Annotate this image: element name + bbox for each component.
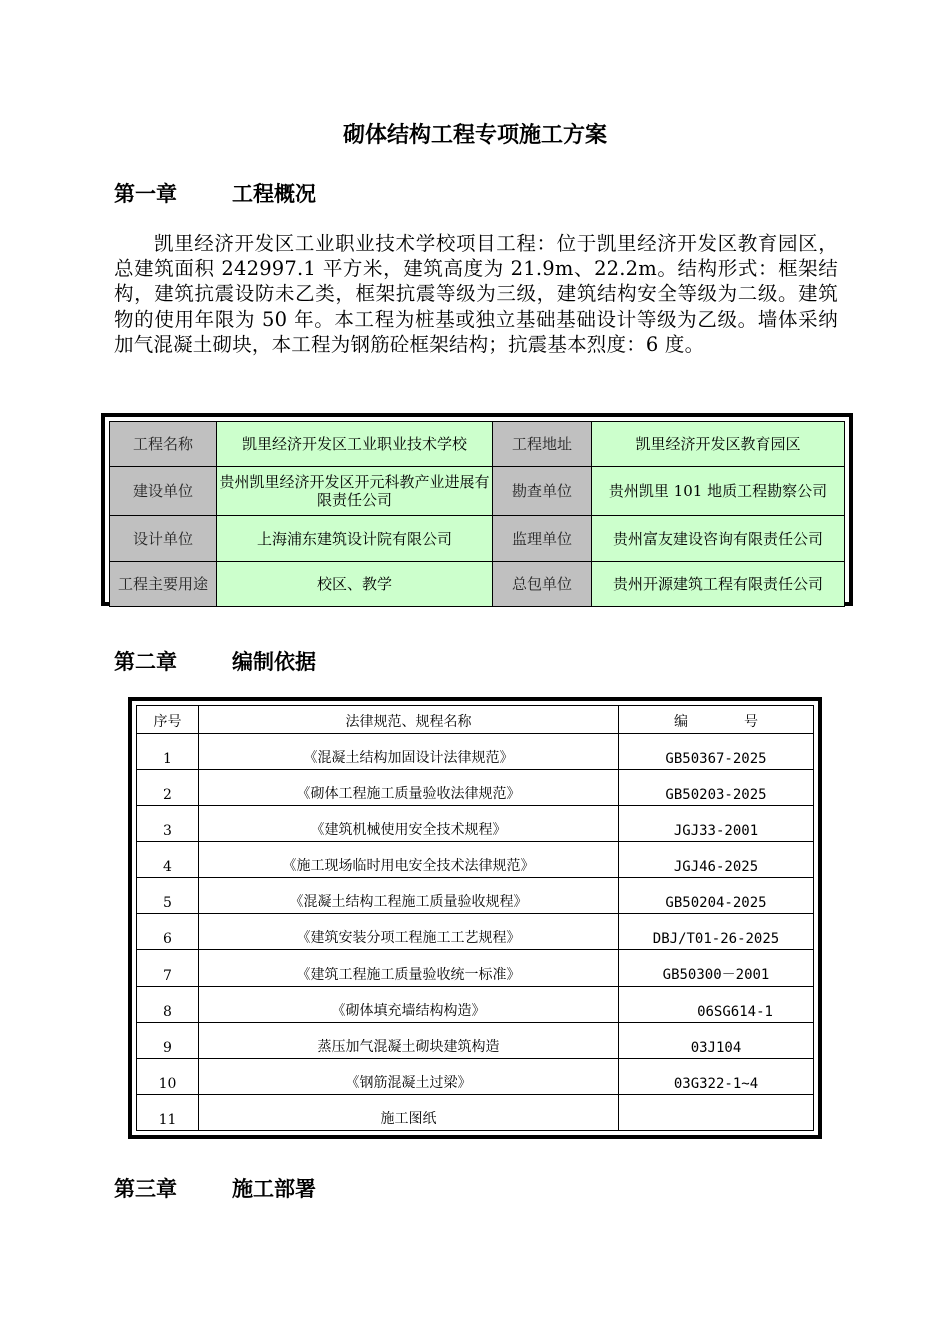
row-code: JGJ46-2025 (619, 842, 814, 878)
chapter-name: 施工部署 (232, 1177, 316, 1201)
chapter-1-heading (114, 178, 316, 208)
row-no: 4 (137, 842, 199, 878)
info-label: 总包单位 (493, 562, 592, 607)
row-code: DBJ/T01-26-2025 (619, 914, 814, 950)
standards-row (137, 914, 814, 950)
standards-row (137, 770, 814, 806)
chapter-name: 工程概况 (232, 182, 316, 206)
chapter-number: 第一章 (114, 182, 177, 206)
info-value: 贵州开源建筑工程有限责任公司 (592, 562, 845, 607)
info-label: 工程主要用途 (110, 562, 217, 607)
standards-row (137, 1022, 814, 1058)
row-name: 《钢筋混凝土过梁》 (199, 1058, 619, 1094)
row-code: 03G322-1~4 (619, 1058, 814, 1094)
info-value: 凯里经济开发区教育园区 (592, 422, 845, 467)
standards-table (128, 697, 822, 1139)
header-no: 序号 (137, 706, 199, 734)
row-code: GB50367-2025 (619, 734, 814, 770)
document-title: 砌体结构工程专项施工方案 (342, 123, 607, 148)
header-code: 编 号 (619, 706, 814, 734)
row-no: 9 (137, 1022, 199, 1058)
chapter-name: 编制依据 (232, 650, 316, 674)
row-no: 3 (137, 806, 199, 842)
row-code: GB50203-2025 (619, 770, 814, 806)
row-name: 《建筑工程施工质量验收统一标准》 (199, 950, 619, 986)
header-name: 法律规范、规程名称 (199, 706, 619, 734)
row-no: 8 (137, 986, 199, 1022)
row-no: 6 (137, 914, 199, 950)
standards-row (137, 806, 814, 842)
info-value: 贵州富友建设咨询有限责任公司 (592, 516, 845, 562)
project-info-table (101, 413, 853, 606)
info-value: 凯里经济开发区工业职业技术学校 (217, 422, 493, 467)
standards-row (137, 1094, 814, 1130)
row-name: 《混凝土结构工程施工质量验收规程》 (199, 878, 619, 914)
info-row (110, 516, 845, 562)
standards-row (137, 878, 814, 914)
info-label: 工程名称 (110, 422, 217, 467)
row-no: 11 (137, 1094, 199, 1130)
row-name: 《混凝土结构加固设计法律规范》 (199, 734, 619, 770)
standards-row (137, 842, 814, 878)
row-no: 5 (137, 878, 199, 914)
info-value: 贵州凯里 101 地质工程勘察公司 (592, 467, 845, 516)
standards-row (137, 1058, 814, 1094)
standards-row (137, 986, 814, 1022)
chapter-number: 第三章 (114, 1177, 177, 1201)
row-name: 《砌体工程施工质量验收法律规范》 (199, 770, 619, 806)
row-no: 1 (137, 734, 199, 770)
info-row (110, 562, 845, 607)
row-no: 2 (137, 770, 199, 806)
info-label: 监理单位 (493, 516, 592, 562)
info-row (110, 422, 845, 467)
row-name: 施工图纸 (199, 1094, 619, 1130)
chapter-2-heading (114, 646, 316, 676)
overview-paragraph: 凯里经济开发区工业职业技术学校项目工程：位于凯里经济开发区教育园区，总建筑面积 242997.1 平方米，建筑高度为 21.9m、22.2m。结构形式：框架结构，建筑抗震设防未乙类，框架抗震等级为三级，建筑结构安全等级为二级。建筑物的使用年限为 50 年。本工程为桩基或独立基础基础设计等级为乙级。墙体采纳加气混凝土砌块，本工程为钢筋砼框架结构；抗震基本烈度：6 度。 (114, 232, 838, 356)
row-code: 06SG614-1 (619, 986, 814, 1022)
standards-row (137, 950, 814, 986)
row-no: 7 (137, 950, 199, 986)
info-value: 上海浦东建筑设计院有限公司 (217, 516, 493, 562)
chapter-3-heading (114, 1173, 316, 1203)
info-value: 贵州凯里经济开发区开元科教产业进展有限责任公司 (217, 467, 493, 516)
row-code: JGJ33-2001 (619, 806, 814, 842)
standards-header-row (137, 706, 814, 734)
standards-row (137, 734, 814, 770)
row-name: 《施工现场临时用电安全技术法律规范》 (199, 842, 619, 878)
chapter-number: 第二章 (114, 650, 177, 674)
row-name: 《砌体填充墙结构构造》 (199, 986, 619, 1022)
row-code: 03J104 (619, 1022, 814, 1058)
row-no: 10 (137, 1058, 199, 1094)
row-name: 《建筑机械使用安全技术规程》 (199, 806, 619, 842)
info-row (110, 467, 845, 516)
row-name: 蒸压加气混凝土砌块建筑构造 (199, 1022, 619, 1058)
row-code (619, 1094, 814, 1130)
row-code: GB50300－2001 (619, 950, 814, 986)
info-label: 设计单位 (110, 516, 217, 562)
row-code: GB50204-2025 (619, 878, 814, 914)
info-label: 勘查单位 (493, 467, 592, 516)
info-label: 工程地址 (493, 422, 592, 467)
info-label: 建设单位 (110, 467, 217, 516)
info-value: 校区、教学 (217, 562, 493, 607)
row-name: 《建筑安装分项工程施工工艺规程》 (199, 914, 619, 950)
